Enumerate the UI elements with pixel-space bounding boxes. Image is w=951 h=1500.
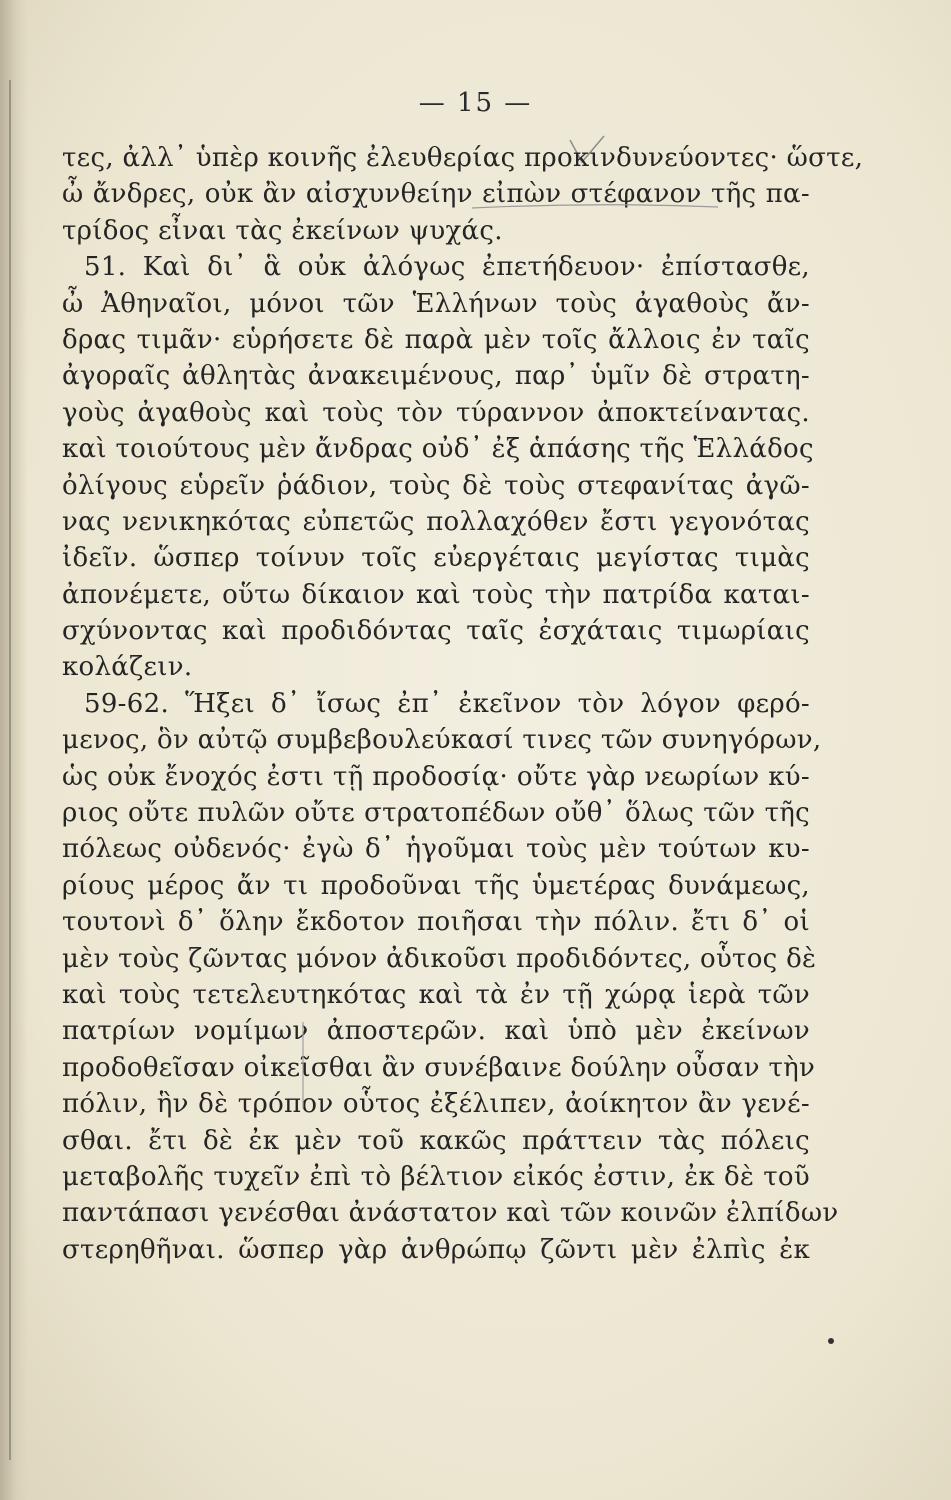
text-line: γοὺς ἀγαθοὺς καὶ τοὺς τὸν τύραννον ἀποκτείναντας.: [62, 397, 810, 428]
text-line: ὡς οὐκ ἔνοχός ἐστι τῇ προδοσίᾳ· οὔτε γὰρ νεωρίων κύ-: [62, 761, 810, 792]
text-line: σθαι. ἔτι δὲ ἐκ μὲν τοῦ κακῶς πράττειν τὰς πόλεις: [62, 1125, 810, 1156]
text-line: 51. Καὶ δι᾽ ἃ οὐκ ἀλόγως ἐπετήδευον· ἐπίστασθε,: [84, 252, 810, 283]
binding-edge: [9, 80, 11, 1460]
text-line: πόλεως οὐδενός· ἐγὼ δ᾽ ἡγοῦμαι τοὺς μὲν τούτων κυ-: [62, 834, 810, 865]
page-number: — 15 —: [418, 88, 533, 118]
text-line: νας νενικηκότας εὐπετῶς πολλαχόθεν ἔστι γεγονότας: [62, 506, 810, 537]
text-line: ἰδεῖν. ὥσπερ τοίνυν τοῖς εὐεργέταις μεγίστας τιμὰς: [62, 543, 810, 574]
text-line: ὦ ἄνδρες, οὐκ ἂν αἰσχυνθείην εἰπὼν στέφανον τῆς πα-: [62, 179, 810, 210]
text-line: μὲν τοὺς ζῶντας μόνον ἀδικοῦσι προδιδόντες, οὗτος δὲ: [62, 943, 817, 974]
text-line: ἀγοραῖς ἀθλητὰς ἀνακειμένους, παρ᾽ ὑμῖν δὲ στρατη-: [62, 361, 810, 392]
text-line: δρας τιμᾶν· εὑρήσετε δὲ παρὰ μὲν τοῖς ἄλλοις ἐν ταῖς: [62, 324, 810, 355]
text-line: ὀλίγους εὑρεῖν ῥάδιον, τοὺς δὲ τοὺς στεφανίτας ἀγῶ-: [62, 470, 810, 501]
text-line: τρίδος εἶναι τὰς ἐκείνων ψυχάς.: [62, 215, 503, 246]
text-line: καὶ τοιούτους μὲν ἄνδρας οὐδ᾽ ἐξ ἁπάσης τῆς Ἑλλάδος: [62, 434, 814, 465]
body-text: [62, 140, 864, 1268]
text-line: μενος, ὃν αὐτῷ συμβεβουλεύκασί τινες τῶν συνηγόρων,: [62, 725, 822, 756]
pencil-underline-mark: [300, 1020, 306, 1110]
text-line: πατρίων νομίμων ἀποστερῶν. καὶ ὑπὸ μὲν ἐκείνων: [62, 1016, 810, 1047]
text-line: τουτονὶ δ᾽ ὅλην ἔκδοτον ποιῆσαι τὴν πόλιν. ἔτι δ᾽ οἱ: [62, 907, 810, 938]
text-line: ὦ Ἀθηναῖοι, μόνοι τῶν Ἑλλήνων τοὺς ἀγαθοὺς ἄν-: [62, 288, 810, 319]
text-line: ρίους μέρος ἄν τι προδοῦναι τῆς ὑμετέρας δυνάμεως,: [62, 870, 810, 901]
text-line: παντάπασι γενέσθαι ἀνάστατον καὶ τῶν κοινῶν ἐλπίδων: [62, 1198, 839, 1229]
text-line: καὶ τοὺς τετελευτηκότας καὶ τὰ ἐν τῇ χώρᾳ ἱερὰ τῶν: [62, 979, 810, 1010]
text-line: 59-62. Ἥξει δ᾽ ἴσως ἐπ᾽ ἐκεῖνον τὸν λόγον φερό-: [84, 688, 810, 719]
pencil-underline-mark: [470, 200, 720, 214]
binding-shadow: [0, 0, 28, 1500]
text-line: προδοθεῖσαν οἰκεῖσθαι ἂν συνέβαινε δούλην οὖσαν τὴν: [62, 1052, 816, 1083]
text-line: μεταβολῆς τυχεῖν ἐπὶ τὸ βέλτιον εἰκός ἐστιν, ἐκ δὲ τοῦ: [62, 1161, 810, 1192]
text-line: ριος οὔτε πυλῶν οὔτε στρατοπέδων οὔθ᾽ ὅλως τῶν τῆς: [62, 798, 810, 829]
ink-dot: [828, 1338, 834, 1344]
text-line: τες, ἀλλ᾽ ὑπὲρ κοινῆς ἐλευθερίας προκινδυνεύοντες· ὥστε,: [62, 143, 864, 173]
text-line: κολάζειν.: [62, 652, 193, 683]
text-line: πόλιν, ἣν δὲ τρόπον οὗτος ἐξέλιπεν, ἀοίκητον ἂν γενέ-: [62, 1089, 810, 1120]
text-line: ἀπονέμετε, οὕτω δίκαιον καὶ τοὺς τὴν πατρίδα καται-: [62, 579, 810, 610]
text-line: σχύνοντας καὶ προδιδόντας ταῖς ἐσχάταις τιμωρίαις: [62, 616, 810, 647]
text-line: στερηθῆναι. ὥσπερ γὰρ ἀνθρώπῳ ζῶντι μὲν ἐλπὶς ἐκ: [62, 1234, 810, 1265]
